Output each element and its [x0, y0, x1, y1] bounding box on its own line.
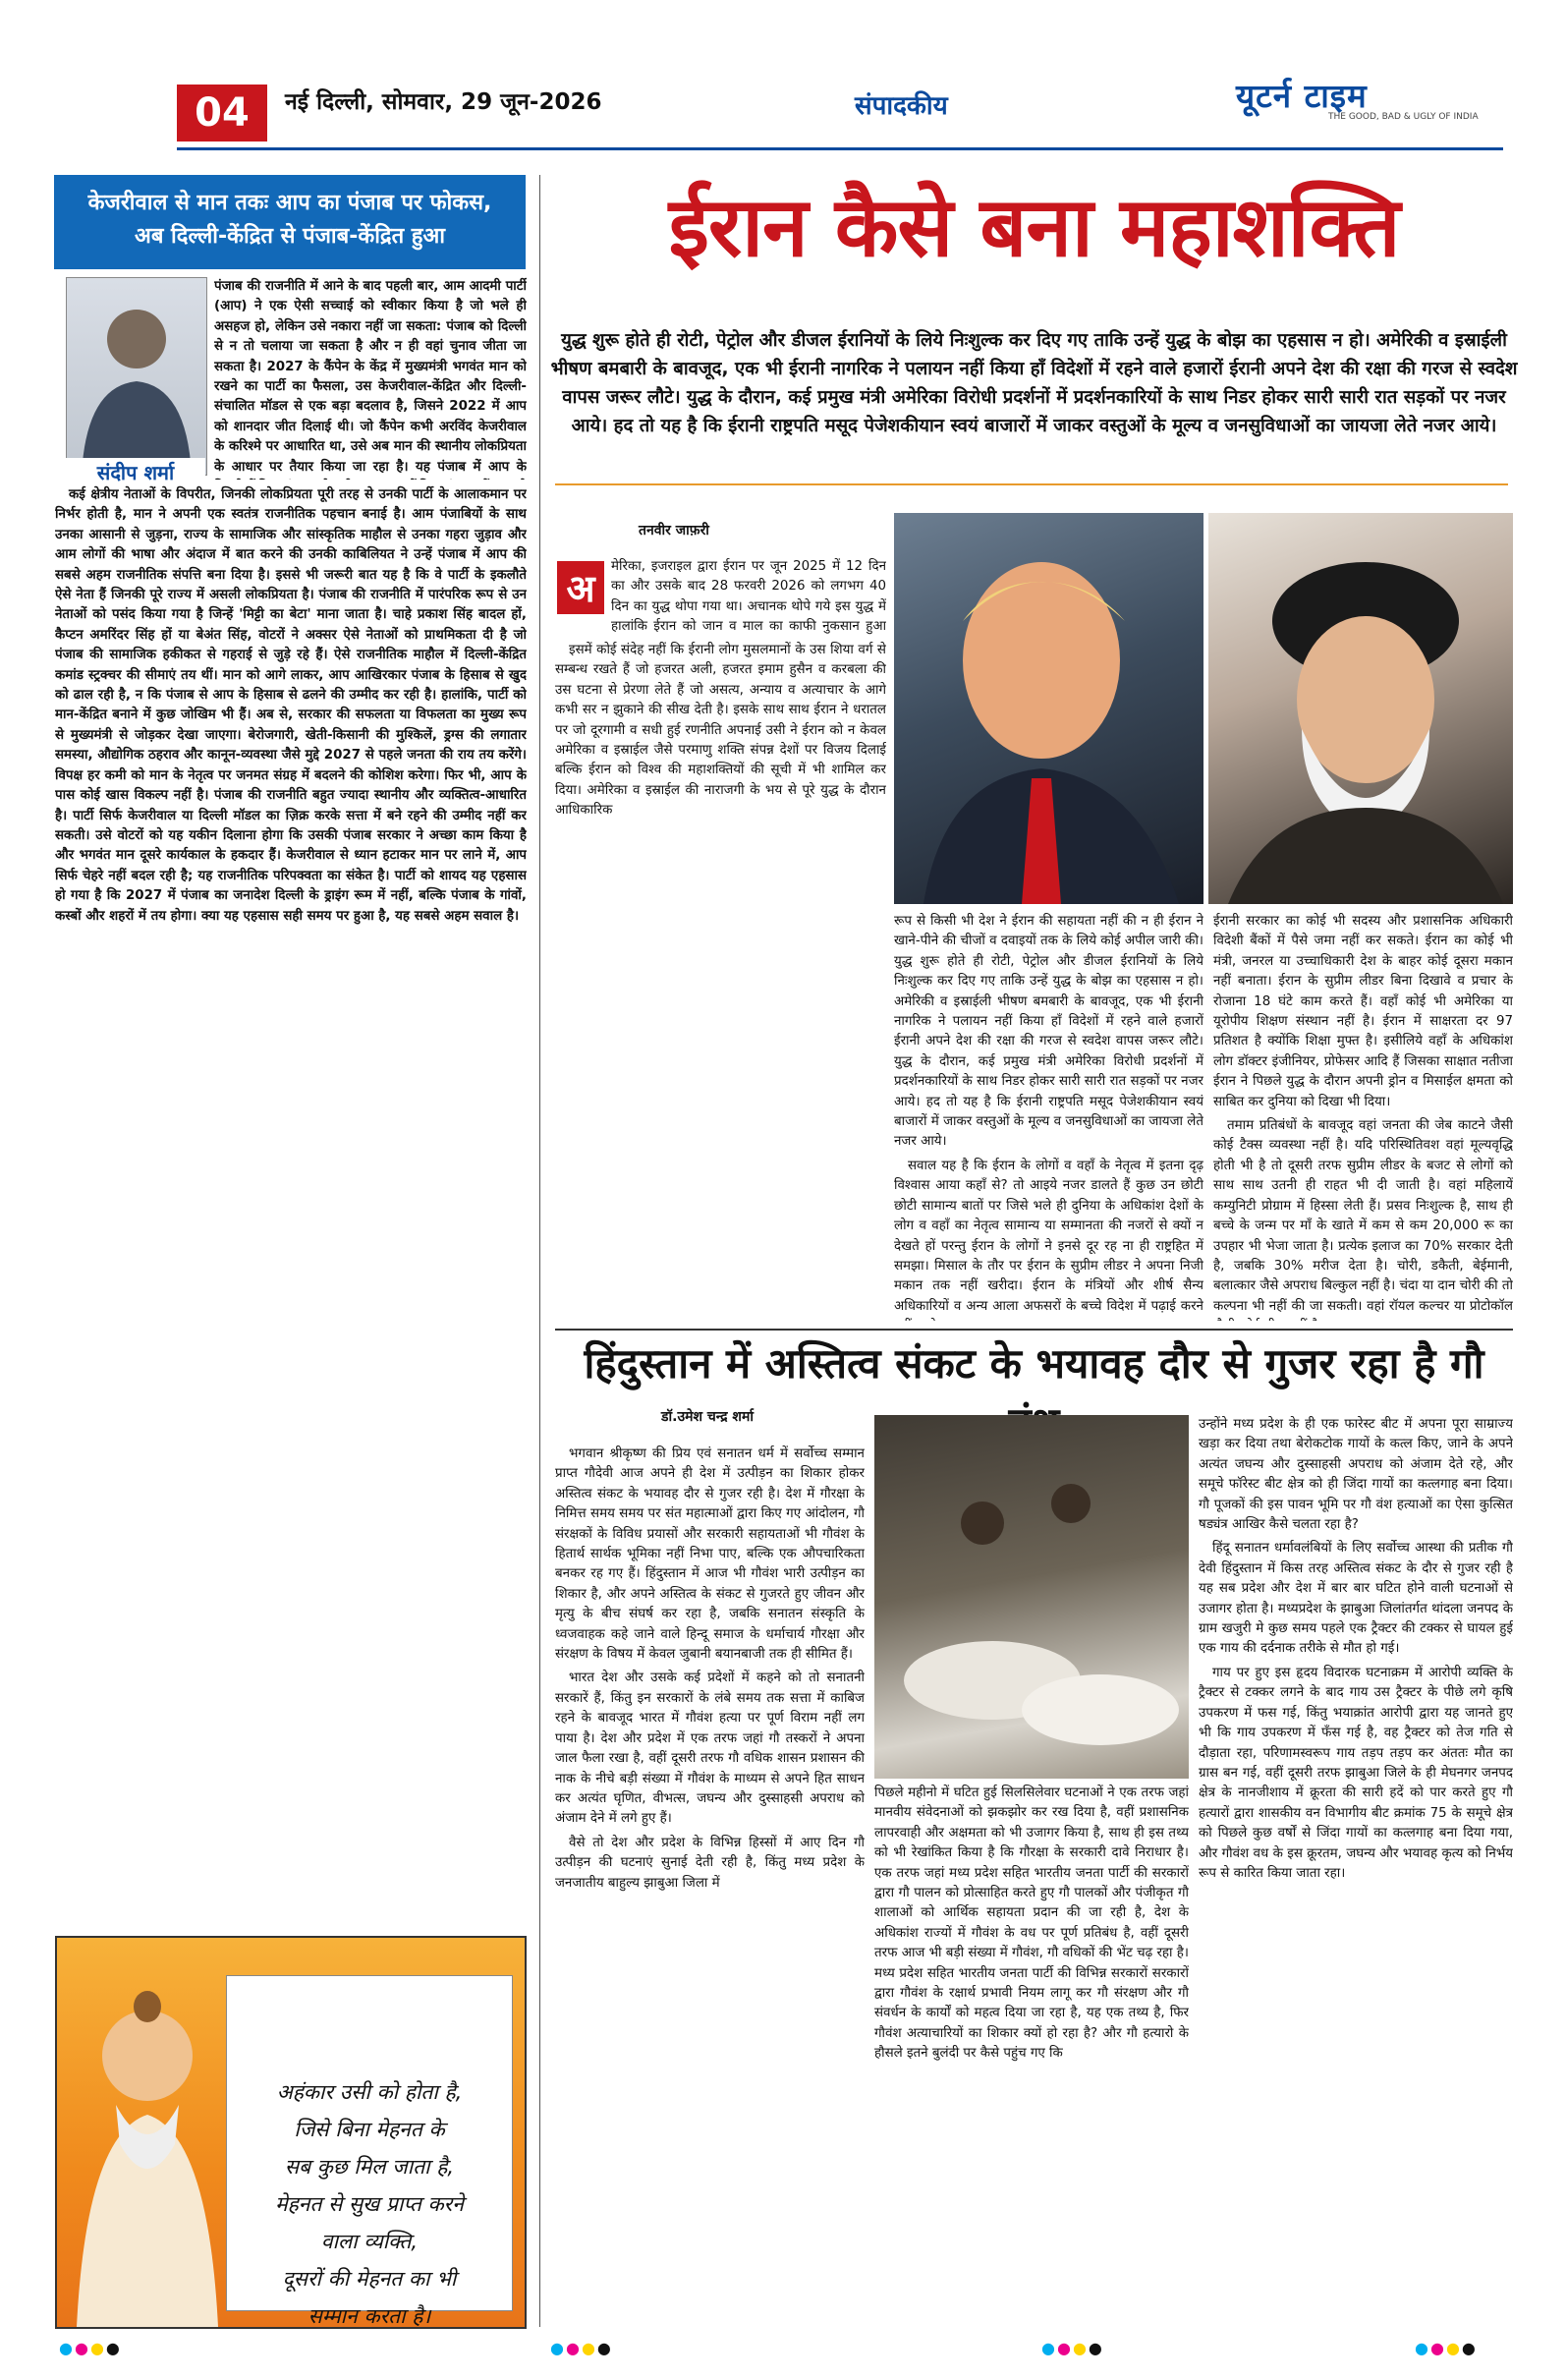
- quote-text: [236, 2073, 503, 2335]
- author-name: संदीप शर्मा: [66, 458, 205, 487]
- second-col1-p3: वैसे तो देश और प्रदेश के विभिन्न हिस्सों में आए दिन गौ उत्पीड़न की घटनाएं सुनाई देती रही है, किंतु मध्य प्रदेश के जनजातीय बाहुल्य झाबुआ जिला में: [555, 1835, 865, 1891]
- quote-line: मेहनत से सुख प्राप्त करने: [275, 2192, 464, 2216]
- main-col3: [1213, 912, 1513, 1321]
- photo-cattle: [874, 1415, 1189, 1779]
- header-rule: [177, 147, 1503, 150]
- main-col3-text: ईरानी सरकार का कोई भी सदस्य और प्रशासनिक अधिकारी विदेशी बैंकों में पैसे जमा नहीं कर सकते। ईरान का कोई भी मंत्री, जनरल या उच्चाधिकारी देश के बाहर कोई दूसरा मकान नहीं बनाता। ईरान के सुप्रीम लीडर बिना दिखावे व प्रचार के रोजाना 18 घंटे काम करते हैं। वहाँ कोई भी अमेरिका या यूरोपीय शिक्षण संस्थान नहीं है। ईरान में साक्षरता दर 97 प्रतिशत है क्योंकि शिक्षा मुफ्त है। इसीलिये वहाँ के अधिकांश लोग डॉक्टर इंजीनियर, प्रोफेसर आदि हैं जिसका साक्षात नतीजा ईरान ने पिछले युद्ध के दौरान अपनी ड्रोन व मिसाईल क्षमता को साबित कर दुनिया को दिखा भी दिया।: [1213, 914, 1513, 1109]
- portrait-icon: [894, 513, 1203, 904]
- page-number-badge: [177, 85, 267, 142]
- section-title: संपादकीय: [855, 91, 948, 121]
- print-registration-dots: ●●●●: [59, 2339, 122, 2357]
- main-headline: ईरान कैसे बना महाशक्ति: [668, 179, 1400, 275]
- ornamental-divider: [555, 483, 1508, 485]
- drop-cap: अ: [557, 561, 604, 614]
- left-headline-line1: केजरीवाल से मान तकः आप का पंजाब पर फोकस,: [87, 191, 492, 215]
- cattle-scene-icon: [874, 1415, 1189, 1779]
- quote-line: जिसे बिना मेहनत के: [294, 2118, 445, 2141]
- main-col3-p2: तमाम प्रतिबंधों के बावजूद वहां जनता की जेब काटने जैसी कोई टैक्स व्यवस्था नहीं है। यदि परिस्थितिवश वहां मूल्यवृद्धि होती भी है तो दूसरी तरफ सुप्रीम लीडर के बजट से लोगों को साथ साथ उतनी ही राहत भी दी जाती है। वहां महिलायें कम्युनिटी प्रोग्राम में हिस्सा लेती हैं। प्रसव निःशुल्क है, साथ ही बच्चे के जन्म पर माँ के खाते में कम से कम 20,000 रू का उपहार भी भेजा जाता है। प्रत्येक इलाज का 70% सरकार देती है, जबकि 30% मरीज देता है। चोरी, डकैती, बेईमानी, बलात्कार जैसे अपराध बिल्कुल नहीं है। चंदा या दान चोरी की तो कल्पना भी नहीं की जा सकती। वहां रॉयल कल्चर या प्रोटोकॉल: [1213, 1118, 1513, 1314]
- main-deck: युद्ध शुरू होते ही रोटी, पेट्रोल और डीजल ईरानियों के लिये निःशुल्क कर दिए गए ताकि उन्हें युद्ध के बोझ का एहसास न हो। अमेरिकी व इस्राईली भीषण बमबारी के बावजूद, एक भी ईरानी नागरिक ने पलायन नहीं किया हाँ विदेशों में रहने वाले हजारों ईरानी अपने देश की रक्षा की गरज से स्वदेश वापस जरूर लौटे। युद्ध के दौरान, कई प्रमुख मंत्री अमेरिका विरोधी प्रदर्शनों में प्रदर्शनकारियों के साथ निडर होकर सारी सारी रात सड़कों पर नजर आये। हद तो यह है कि ईरानी राष्ट्रपति मसूद पेजेशकीयान स्वयं बाजारों में जाकर वस्तुओं के मूल्य व जनसुविधाओं का जायजा लेते नजर आये।: [550, 330, 1518, 436]
- second-byline: डॉ.उमेश चन्द्र शर्मा: [661, 1409, 754, 1425]
- left-headline-line2: अब दिल्ली-केंद्रित से पंजाब-केंद्रित हुआ: [135, 224, 445, 249]
- second-col2: [874, 1784, 1189, 2329]
- section-rule: [555, 1329, 1513, 1331]
- page-number: 04: [195, 90, 250, 136]
- newspaper-logo: यूटर्न टाइम: [1236, 77, 1368, 115]
- second-col3: [1199, 1415, 1513, 2329]
- column-divider: [539, 175, 540, 2327]
- quote-line: सब कुछ मिल जाता है,: [284, 2155, 455, 2179]
- main-intro-text: मेरिका, इजराइल द्वारा ईरान पर जून 2025 में 12 दिन का और उसके बाद 28 फरवरी 2026 को लगभग 40 दिन का युद्ध थोपा गया था। अचानक थोपे गये इस युद्ध में हालांकि ईरान को जान व माल का काफी नुकसान हुआ: [611, 559, 886, 635]
- left-paragraph-2: कई क्षेत्रीय नेताओं के विपरीत, जिनकी लोकप्रियता पूरी तरह से उनकी पार्टी के आलाकमान पर निर्भर होती है, मान ने अपनी एक स्वतंत्र राजनीतिक पहचान बनाई है। आम पंजाबियों के साथ उनका आसानी से जुड़ना, राज्य के सामाजिक और सांस्कृतिक माहौल से उनका गहरा जुड़ाव और आम लोगों की भाषा और अंदाज में बात करने की उनकी काबिलियत ने उन्हें पंजाब में आप की सबसे अहम राजनीतिक संपत्ति बना दिया है। इससे भी जरूरी बात यह है कि वे पार्टी के इकलौते ऐसे नेता हैं जिनकी पूरे राज्य में असली लोकप्रियता है। पंजाब की राजनीति में पारंपरिक रूप से उन नेताओं को पसंद किया गया है जिन्हें 'मिट्टी का बेटा' माना जाता है। चाहे प्रकाश सिंह बादल हों, कैप्टन अमरिंदर सिंह हों या बेअंत सिंह, वोटरों ने अक्सर ऐसे नेताओं को प्राथमिकता दी है जो पंजाब की सामाजिक हकीकत से गहराई से जुड़े रहे हैं। ऐसे राजनीतिक माहौल में दिल्ली-केंद्रित कमांड स्ट्रक्चर की सीमाएं तय थीं। मान को आगे लाकर, आप आखिरकार पंजाब के हिसाब से खुद को ढाल रही है, न कि पंजाब से आप के हिसाब से ढलने की उम्मीद कर रही है। हालांकि, पार्टी को मान-केंद्रित बनाने में कुछ जोखिम भी हैं। अब से, सरकार की सफलता या विफलता का मुख्य रूप से मुख्यमंत्री से जोड़कर देखा जाएगा। बेरोजगारी, खेती-किसानी की मुश्किलें, ड्रग्स की लगातार समस्या, औद्योगिक ठहराव और कानून-व्यवस्था जैसे मुद्दे 2027 से पहले जनता की राय तय करेंगे। विपक्ष हर कमी को मान के नेतृत्व पर जनमत संग्रह में बदलने की कोशिश करेगा। फिर भी, आप के पास कोई खास विकल्प नहीं है। पंजाब की राजनीति बहुत ज्यादा स्थानीय और व्यक्तित्व-आधारित है। पार्टी सिर्फ केजरीवाल या दिल्ली मॉडल का ज़िक्र करके सत्ता में बने रहने की उम्मीद नहीं कर सकती। उसे वोटरों को यह यकीन दिलाना होगा कि उसकी पंजाब सरकार ने अच्छा काम किया है और भगवंत मान दूसरे कार्यकाल के हकदार हैं। केजरीवाल से ध्यान हटाकर मान पर लाने में, आप सिर्फ चेहरे नहीं बदल रही है; यह राजनीतिक परिपक्वता का संकेत है। पार्टी को शायद यह एहसास हो गया है कि 2027 में पंजाब का जनादेश दिल्ली के ड्राइंग रूम में नहीं, बल्कि पंजाब के गांवों, कस्बों और शहरों में तय होगा। क्या यह एहसास सही समय पर हुआ है, यह सबसे अहम सवाल है।: [55, 487, 527, 924]
- second-col3-p1: उन्होंने मध्य प्रदेश के ही एक फारेस्ट बीट में अपना पूरा साम्राज्य खड़ा कर दिया तथा बेरोकटोक गायों के कत्ल किए, जाने के अपने अत्यंत जघन्य और दुस्साहसी अपराध को अंजाम देते रहे, और समूचे फॉरेस्ट बीट क्षेत्र को ही जिंदा गायों का कत्लगाह बना दिया। गौ पूजकों की इस पावन भूमि पर गौ वंश हत्याओं का ऐसा कुत्सित षड्यंत्र आखिर कैसे चलता रहा है?: [1199, 1417, 1513, 1533]
- left-article-body: [55, 485, 527, 1881]
- photo-us-leader: [894, 513, 1203, 904]
- main-col1-intro: [611, 557, 886, 638]
- second-col1-p1: भगवान श्रीकृष्ण की प्रिय एवं सनातन धर्म में सर्वोच्च सम्मान प्राप्त गौदेवी आज अपने ही देश में उत्पीड़न का शिकार होकर अस्तित्व संकट के भयावह दौर से गुजर रही है। देश में गौरक्षा के निमित्त समय समय पर संत महात्माओं द्वारा किए गए आंदोलन, गौ संरक्षकों के विविध प्रयासों और सरकारी सहायताओं भी गौवंश के हितार्थ सार्थक भूमिका नहीं निभा पाए, बल्कि एक औपचारिकता बनकर रह गए हैं। हिंदुस्तान में आज भी गौवंश भारी उत्पीड़न का शिकार है, और अपने अस्तित्व के संकट से गुजरते हुए जीवन और मृत्यु के बीच संघर्ष कर रहा है, जबकि सनातन संस्कृति के ध्वजवाहक कहे जाने वाले हिन्दू समाज के धर्माचार्य गौरक्षा और संरक्षण के विषय में केवल जुबानी बयानबाजी तक ही सीमित हैं।: [555, 1446, 865, 1663]
- left-article-headline: [54, 175, 526, 269]
- portrait-icon: [1208, 513, 1513, 904]
- second-col1-p2: भारत देश और उसके कई प्रदेशों में कहने को तो सनातनी सरकारें हैं, किंतु इन सरकारों के लंबे समय तक सत्ता में काबिज रहने के बावजूद भारत में गौवंश हत्या पर पूर्ण विराम नहीं लग पाया है। देश और प्रदेश में एक तरफ जहां गौ तस्करों ने अपना जाल फैला रखा है, वहीं दूसरी तरफ गौ वधिक शासन प्रशासन की नाक के नीचे बड़ी संख्या में गौवंश के माध्यम से अपने हित साधन कर अत्यंत घृणित, वीभत्स, जघन्य और दुस्साहसी अपराध को अंजाम देने में लगे हुए हैं।: [555, 1671, 865, 1827]
- quote-line: सम्मान करता है।: [308, 2304, 431, 2328]
- photo-iran-leader: [1208, 513, 1513, 904]
- person-silhouette-icon: [67, 278, 206, 475]
- author-photo: [66, 277, 207, 476]
- sage-illustration-icon: [57, 1938, 234, 2327]
- main-byline: तनवीर जाफ़री: [639, 523, 709, 538]
- main-col1: [555, 641, 886, 1321]
- second-col1: [555, 1445, 865, 2329]
- quote-line: वाला व्यक्ति,: [320, 2230, 419, 2253]
- dateline: नई दिल्ली, सोमवार, 29 जून-2026: [285, 89, 602, 115]
- second-col3-p2: हिंदू सनातन धर्मावलंबियों के लिए सर्वोच्च आस्था की प्रतीक गौ देवी हिंदुस्तान में किस तरह अस्तित्व संकट के दौर से गुजर रही है यह सब प्रदेश और देश में बार बार घटित होने वाली घटनाओं से उजागर होता है। मध्यप्रदेश के झाबुआ जिलांतर्गत थांदला जनपद के ग्राम खजुरी मे कुछ समय पहले एक ट्रैक्टर की टक्कर से घायल हुई एक गाय की दर्दनाक तरीके से मौत हो गई।: [1199, 1541, 1513, 1657]
- left-paragraph-1: पंजाब की राजनीति में आने के बाद पहली बार, आम आदमी पार्टी (आप) ने एक ऐसी सच्चाई को स्वीकार किया है जो भले ही असहज हो, लेकिन उसे नकारा नहीं जा सकता: पंजाब को दिल्ली से न तो चलाया जा सकता है और न ही वहां चुनाव जीता जा सकता है। 2027 के कैंपेन के केंद्र में मुख्यमंत्री भगवंत मान को रखने का पार्टी का फैसला, उस केजरीवाल-केंद्रित और दिल्ली-संचालित मॉडल से एक बड़ा बदलाव है, जिसने 2022 में आप को शानदार जीत दिलाई थी। जो कैंपेन कभी अरविंद केजरीवाल के करिश्मे पर आधारित था, उसे अब मान की स्थानीय लोकप्रियता के आधार पर तैयार किया जा रहा है। यह पंजाब में आप के: [214, 279, 527, 475]
- main-col1-p2: इसमें कोई संदेह नहीं कि ईरानी लोग मुसलमानों के उस शिया वर्ग से सम्बन्ध रखते हैं जो हजरत अली, हजरत इमाम हुसैन व करबला की उस घटना से प्रेरणा लेते हैं जो असत्य, अन्याय व अत्याचार के आगे कभी सर न झुकाने की सीख देती है। इसके साथ साथ ईरान ने धरातल पर जो दूरगामी व सधी हुई रणनीति अपनाई उसी ने ईरान को न केवल अमेरिका व इस्राईल जैसे परमाणु शक्ति संपन्न देशों पर विजय दिलाई बल्कि ईरान को विश्व की महाशक्तियों की सूची में भी शामिल कर दिया। अमेरिका व इस्राईल की नाराजगी के भय से पूरे युद्ध के दौरान आधिकारिक: [555, 643, 886, 819]
- print-registration-dots: ●●●●: [550, 2339, 613, 2357]
- second-headline: हिंदुस्तान में अस्तित्व संकट के भयावह दौर से गुजर रहा है गौ: [584, 1339, 1484, 1388]
- main-col2: [894, 912, 1203, 1321]
- print-registration-dots: ●●●●: [1415, 2339, 1478, 2357]
- main-col2-text: रूप से किसी भी देश ने ईरान की सहायता नहीं की न ही ईरान ने खाने-पीने की चीजों व दवाइयों तक के लिये कोई अपील जारी की। युद्ध शुरू होते ही रोटी, पेट्रोल और डीजल ईरानियों के लिये निःशुल्क कर दिए गए ताकि उन्हें युद्ध के बोझ का एहसास न हो। अमेरिकी व इस्राईली भीषण बमबारी के बावजूद, एक भी ईरानी नागरिक ने पलायन नहीं किया हाँ विदेशों में रहने वाले हजारों ईरानी अपने देश की रक्षा की गरज से स्वदेश वापस जरूर लौटे। युद्ध के दौरान, कई प्रमुख मंत्री अमेरिका विरोधी प्रदर्शनों में प्रदर्शनकारियों के साथ निडर होकर सारी सारी रात सड़कों पर नजर आये। हद तो यह है कि ईरानी राष्ट्रपति मसूद पेजेशकीयान स्वयं बाजारों में जाकर वस्तुओं के मूल्य व जनसुविधाओं का जायजा लेते नजर आये।: [894, 914, 1203, 1150]
- logo-tagline: THE GOOD, BAD & UGLY OF INDIA: [1328, 112, 1479, 122]
- quote-line: दूसरों की मेहनत का भी: [282, 2267, 457, 2291]
- left-article-body-top: [214, 277, 527, 480]
- print-registration-dots: ●●●●: [1041, 2339, 1104, 2357]
- second-col2-text: पिछले महीनो में घटित हुई सिलसिलेवार घटनाओं ने एक तरफ जहां मानवीय संवेदनाओं को झकझोर कर रख दिया है, वहीं प्रशासनिक लापरवाही और अक्षमता को भी उजागर किया है, साथ ही इस तथ्य को भी रेखांकित किया है कि गौरक्षा के सरकारी दावे निराधार है। एक तरफ जहां मध्य प्रदेश सहित भारतीय जनता पार्टी की सरकारों द्वारा गौ पालन को प्रोत्साहित करते हुए गौ पालकों और पंजीकृत गौ शालाओं को आर्थिक सहायता प्रदान की जा रही है, देश के अधिकांश राज्यों में गौवंश के वध पर पूर्ण प्रतिबंध है, वहीं दूसरी तरफ आज भी बड़ी संख्या में गौवंश, गौ वधिकों की भेंट चढ़ रहा है। मध्य प्रदेश सहित भारतीय जनता पार्टी की विभिन्न सरकारों सरकारों द्वारा गौवंश के रक्षार्थ प्रभावी नियम लागू कर गौ संरक्षण और गौ संवर्धन के कार्यों को महत्व दिया जा रहा है, यह एक तथ्य है, फिर गौवंश अत्याचारियों का शिकार क्यों हो रहा है? और गौ हत्यारो के हौसले इतने बुलंदी पर कैसे पहुंच गए कि: [874, 1785, 1189, 2062]
- quote-line: अहंकार उसी को होता है,: [276, 2080, 463, 2104]
- main-col2-p2: सवाल यह है कि ईरान के लोगों व वहाँ के नेतृत्व में इतना दृढ़ विश्वास आया कहाँ से? तो आइये नजर डालते हैं कुछ उन छोटी छोटी सामान्य बातों पर जिसे भले ही दुनिया के अधिकांश देशों के लोग व वहाँ का नेतृत्व सामान्य या सम्मानता की नजरों से क्यों न देखते हों परन्तु ईरान के लोगों ने इनसे दूर रह ना ही राष्ट्रहित में समझा। मिसाल के तौर पर ईरान के सुप्रीम लीडर ने अपना निजी मकान तक नहीं खरीदा। ईरान के मंत्रियों और शीर्ष सैन्य अधिकारियों व अन्य आला अफसरों के बच्चे विदेश में पढ़ाई करने: [894, 1158, 1203, 1314]
- second-col3-p3: गाय पर हुए इस हृदय विदारक घटनाक्रम में आरोपी व्यक्ति के ट्रैक्टर से टक्कर लगने के बाद गाय उस ट्रैक्टर के पीछे लगे कृषि उपकरण में फस गई, किंतु भयाक्रांत आरोपी द्वारा यह जानते हुए भी कि गाय उपकरण में फँस गई है, वह ट्रैक्टर को तेज गति से दौड़ाता रहा, परिणामस्वरूप गाय तड़प तड़प कर अंततः मौत का ग्रास बन गई, वहीं दूसरी तरफ झाबुआ जिले के ही मेघनगर जनपद क्षेत्र के नानजीशाय में क्रूरता की सारी हदें को पार करते हुए गौ हत्यारों द्वारा शासकीय वन विभागीय बीट क्रमांक 75 के समूचे क्षेत्र को पिछले कुछ वर्षों से जिंदा गायों का कत्लगाह बना दिया गया, और गौवंश वध के इस क्रूरतम, जघन्य और भयावह कृत्य को निर्भय रूप से कारित किया जाता रहा।: [1199, 1665, 1513, 1881]
